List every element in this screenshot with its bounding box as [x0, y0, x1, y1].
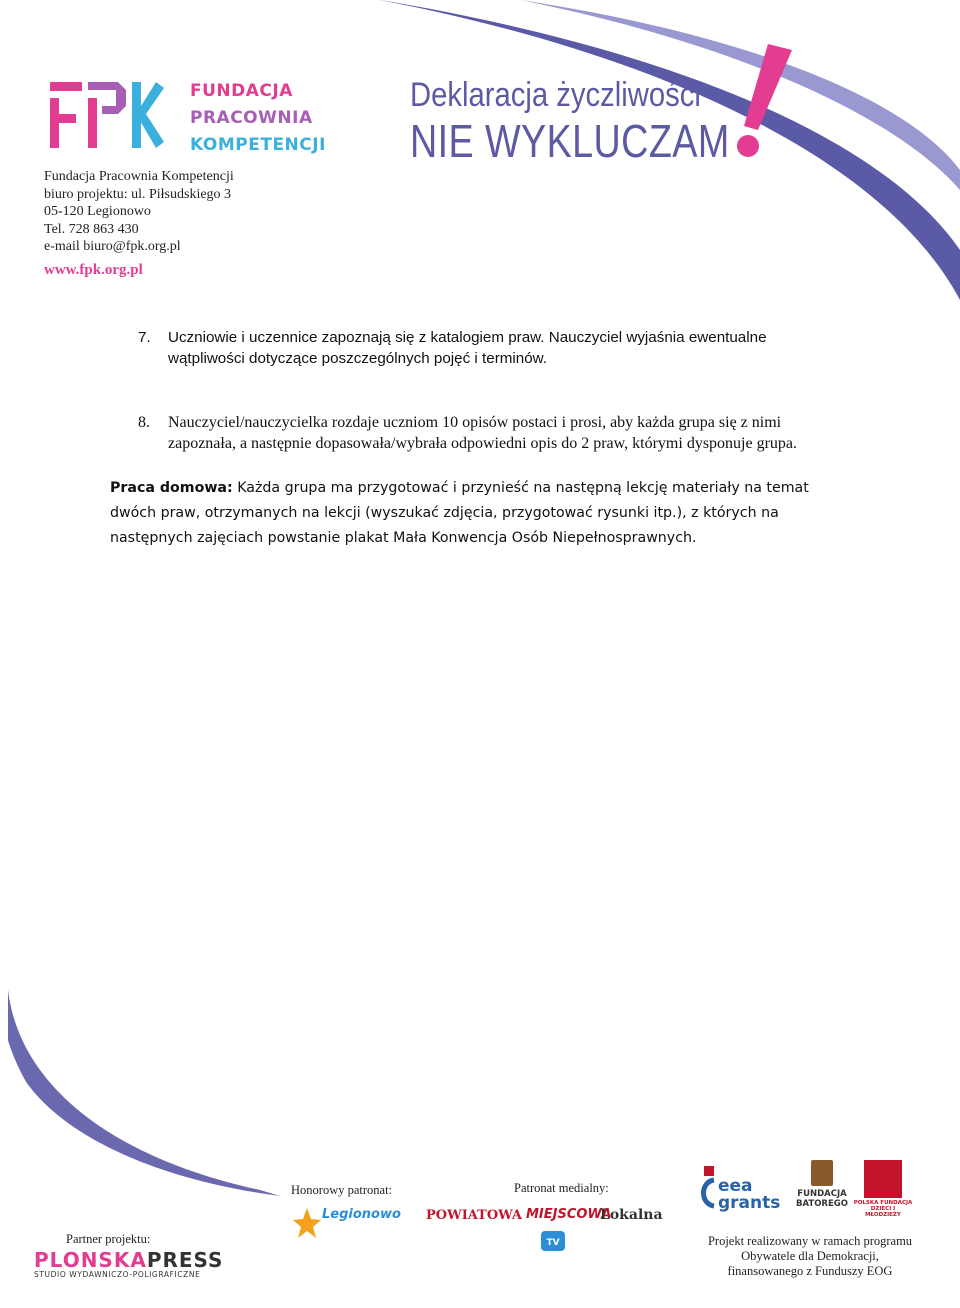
batory-foundation-logo [796, 1160, 848, 1209]
list-item-text: Uczniowie i uczennice zapoznają się z katalogiem praw. Nauczyciel wyjaśnia ewentualne wątpliwości dotyczące poszczególnych pojęć i terminów. [168, 329, 767, 367]
honorary-patronage-label: Honorowy patronat: [291, 1183, 393, 1197]
tv-logo-icon [540, 1230, 566, 1252]
contact-line: Fundacja Pracownia Kompetencji [44, 169, 234, 184]
foundation-name [190, 78, 326, 159]
batory-line1: FUNDACJA [797, 1189, 847, 1199]
batory-emblem-icon [811, 1160, 833, 1186]
declaration-line1: Deklaracja życzliwości [410, 76, 701, 114]
foundation-name-line3: KOMPETENCJI [190, 135, 326, 155]
list-item-number: 7. [138, 329, 151, 346]
partner-subtitle: STUDIO WYDAWNICZO-POLIGRAFICZNE [34, 1270, 201, 1279]
foundation-name-line1: FUNDACJA [190, 81, 293, 101]
eea-grants-icon [698, 1164, 720, 1210]
partner-label: Partner projektu: [66, 1232, 151, 1246]
eea-grants-logo [698, 1164, 781, 1215]
contact-block [44, 168, 234, 279]
contact-line: Tel. 728 863 430 [44, 221, 139, 237]
media-logo-miejscowa: MIEJSCOWA [526, 1207, 612, 1222]
exclamation-icon [734, 44, 794, 159]
legionowo-star-icon [292, 1206, 322, 1240]
homework-text: Każda grupa ma przygotować i przynieść na następną lekcję materiały na temat dwóch praw, otrzymanych na lekcji (wyszukać zdjęcia, przygotować rysunki itp.), z których na następnych zajęciach powstanie plakat Mała Konwencja Osób Niepełnosprawnych. [110, 480, 809, 546]
pfdm-emblem-icon [864, 1160, 902, 1198]
media-logo-powiatowa: POWIATOWA [426, 1208, 523, 1223]
partner-logo [34, 1248, 223, 1279]
program-line: finansowanego z Funduszy EOG [727, 1264, 893, 1278]
program-line: Projekt realizowany w ramach programu [707, 1234, 913, 1248]
foundation-name-line2: PRACOWNIA [190, 108, 313, 128]
svg-text:TV: TV [546, 1238, 560, 1248]
contact-line: e-mail biuro@fpk.org.pl [44, 239, 181, 254]
grants-word: grants [718, 1193, 781, 1213]
legionowo-logo: Legionowo [322, 1207, 401, 1222]
contact-line: biuro projektu: ul. Piłsudskiego 3 [44, 186, 232, 202]
eea-word: eea [718, 1176, 753, 1196]
homework-paragraph [110, 476, 830, 551]
program-line: Obywatele dla Demokracji, [741, 1249, 879, 1263]
declaration-line2: NIE WYKLUCZAM [410, 115, 730, 167]
contact-line: 05-120 Legionowo [44, 204, 151, 219]
fpk-logo-icon [46, 78, 166, 150]
pfdm-logo [852, 1160, 914, 1218]
media-logo-lokalna: Lokalna [600, 1207, 663, 1223]
list-item-text: Nauczyciel/nauczycielka rozdaje uczniom 10 opisów postaci i prosi, aby każda grupa się z nimi zapoznała, a następnie dopasowała/wybrała odpowiedni opis do 2 praw, którymi dysponuje grupa. [168, 414, 798, 452]
partner-name-a: PLONSKA [34, 1248, 147, 1272]
program-info [690, 1234, 930, 1279]
list-item-number: 8. [138, 414, 150, 431]
partner-name-b: PRESS [146, 1248, 224, 1272]
website-link[interactable]: www.fpk.org.pl [44, 261, 143, 278]
media-patronage-label: Patronat medialny: [514, 1181, 609, 1195]
homework-label: Praca domowa: [110, 480, 233, 496]
pfdm-name: POLSKA FUNDACJA DZIECI I MŁODZIEŻY [853, 1200, 913, 1218]
batory-line2: BATOREGO [796, 1199, 848, 1209]
